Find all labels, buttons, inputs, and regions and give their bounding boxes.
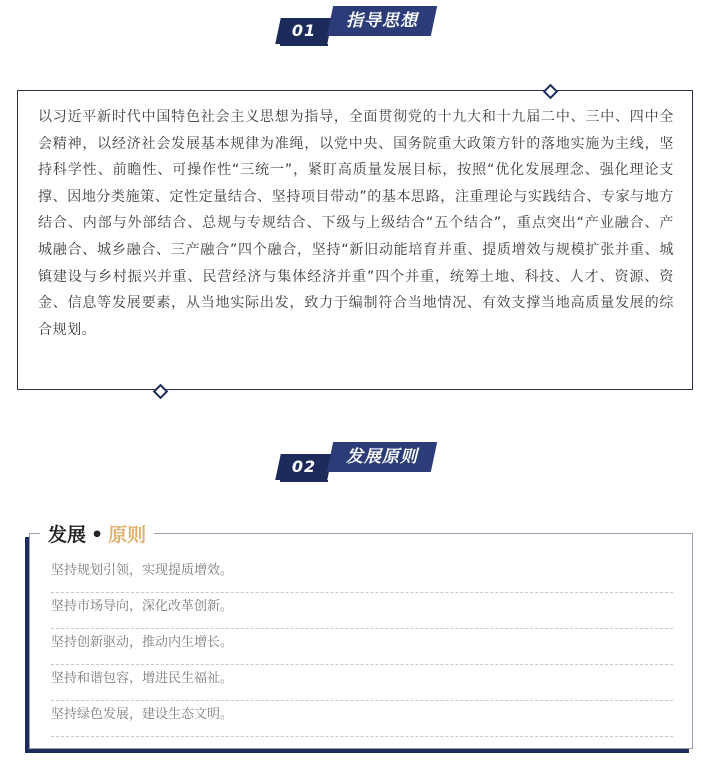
- section-2-number-box: [275, 454, 333, 480]
- principles-heading-dot: •: [91, 524, 104, 546]
- section-1-number-box: [275, 18, 333, 44]
- principle-item: 坚持规划引领，实现提质增效。: [51, 557, 673, 593]
- section-2-title: 发展原则: [346, 447, 418, 467]
- section-1-title-box: [327, 6, 437, 36]
- principles-heading: [40, 520, 154, 550]
- principles-heading-part2: 原则: [108, 524, 147, 546]
- principle-item: 坚持和谐包容，增进民生福祉。: [51, 665, 673, 701]
- section-2-underline: [280, 480, 328, 482]
- section-2-title-box: [327, 442, 437, 472]
- section-1-badge: [278, 4, 448, 44]
- principles-heading-part1: 发展: [48, 524, 87, 546]
- guiding-thought-box: [17, 90, 693, 390]
- principle-item: 坚持市场导向，深化改革创新。: [51, 593, 673, 629]
- principles-list: [51, 557, 673, 737]
- section-2-badge: [278, 440, 448, 480]
- principle-item: 坚持绿色发展，建设生态文明。: [51, 701, 673, 737]
- section-1-underline: [280, 44, 328, 46]
- section-2-number: 02: [291, 457, 317, 476]
- section-1-number: 01: [291, 21, 317, 40]
- guiding-thought-paragraph: 以习近平新时代中国特色社会主义思想为指导，全面贯彻党的十九大和十九届二中、三中、四中全会精神，以经济社会发展基本规律为准绳，以党中央、国务院重大政策方针的落地实施为主线，坚持科学性、前瞻性、可操作性“三统一”，紧盯高质量发展目标，按照“优化发展理念、强化理论支撑、因地分类施策、定性定量结合、坚持项目带动”的基本思路，注重理论与实践结合、专家与地方结合、内部与外部结合、总规与专规结合、下级与上级结合“五个结合”，重点突出“产业融合、产城融合、城乡融合、三产融合”四个融合，坚持“新旧动能培育并重、提质增效与规模扩张并重、城镇建设与乡村振兴并重、民营经济与集体经济并重”四个并重，统筹土地、科技、人才、资源、资金、信息等发展要素，从当地实际出发，致力于编制符合当地情况、有效支撑当地高质量发展的综合规划。: [38, 109, 674, 338]
- principle-item: 坚持创新驱动，推动内生增长。: [51, 629, 673, 665]
- section-1-title: 指导思想: [346, 11, 418, 31]
